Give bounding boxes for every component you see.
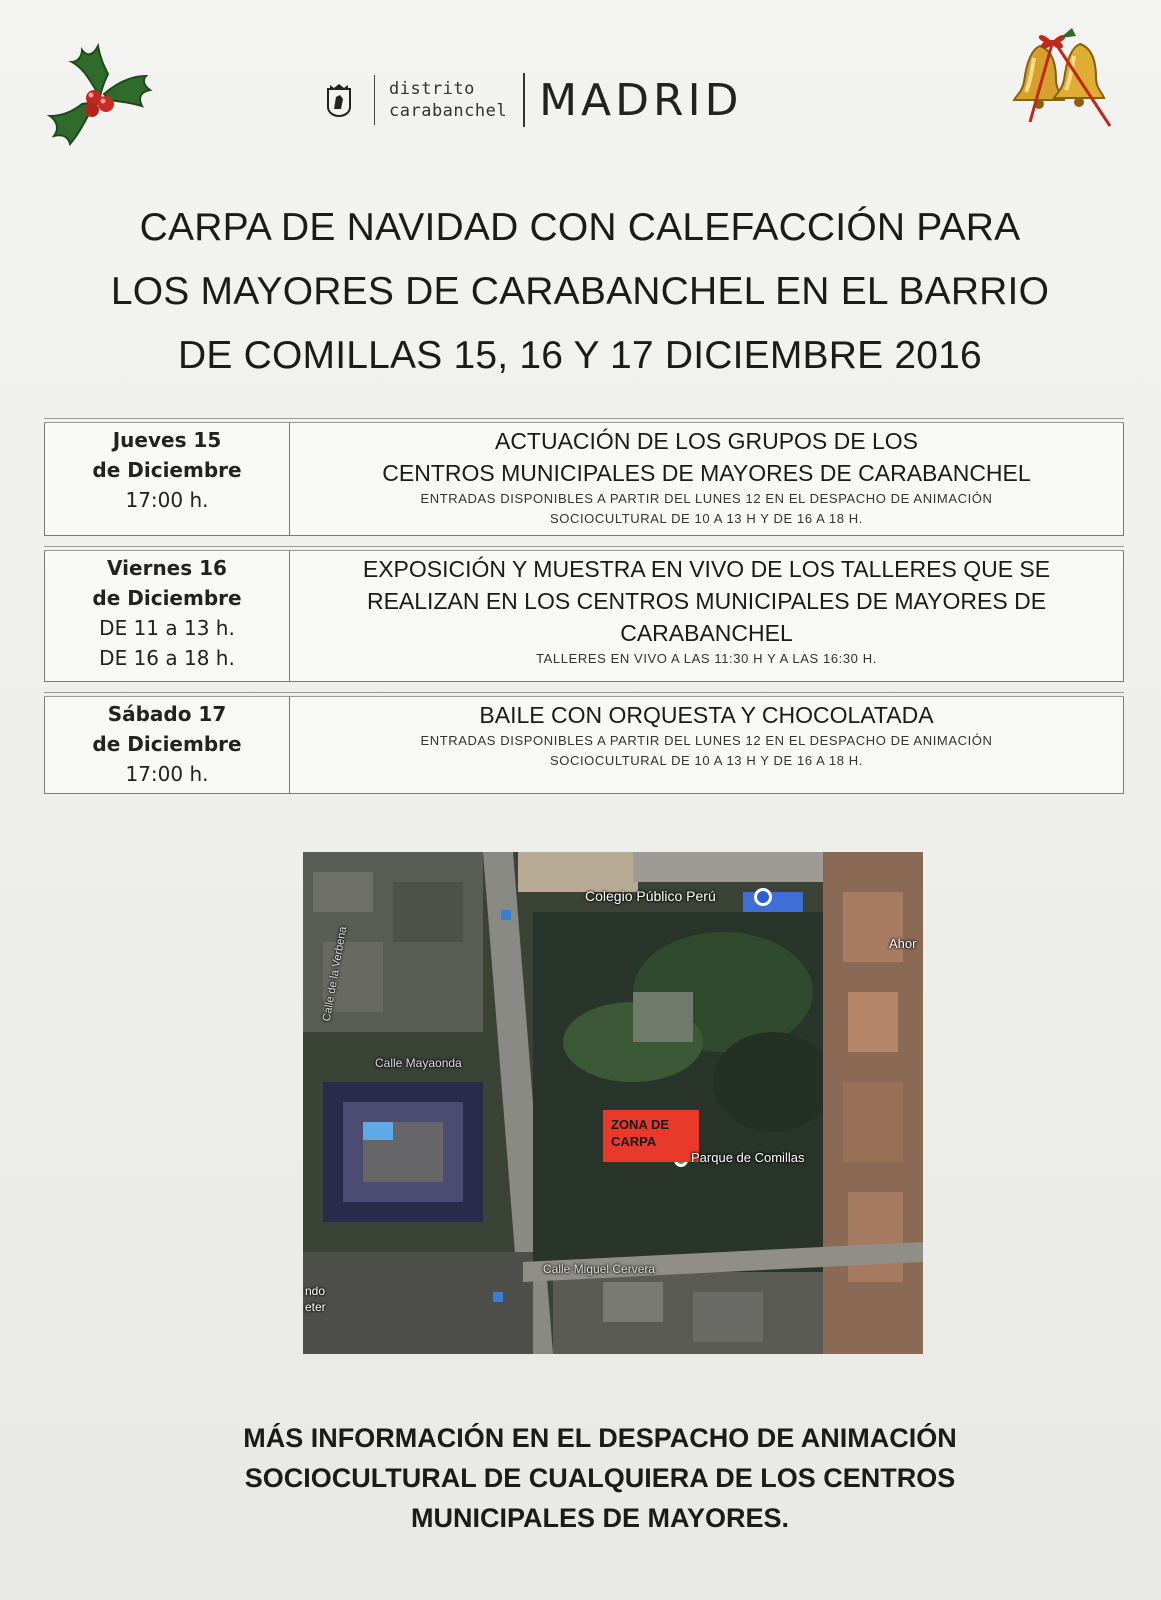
map-label-street-left: Calle Mayaonda — [375, 1056, 462, 1070]
title-line-1: CARPA DE NAVIDAD CON CALEFACCIÓN PARA — [139, 206, 1021, 249]
activity-note-1: ENTRADAS DISPONIBLES A PARTIR DEL LUNES 12 EN EL DESPACHO DE ANIMACIÓN — [420, 733, 993, 748]
zone-label-2: CARPA — [611, 1134, 657, 1149]
date-time: 17:00 h. — [125, 488, 209, 512]
date-cell — [45, 551, 290, 681]
footer-line-2: SOCIOCULTURAL DE CUALQUIERA DE LOS CENTROS — [244, 1463, 956, 1493]
schedule-row-saturday — [44, 696, 1124, 794]
date-month: de Diciembre — [92, 732, 242, 756]
date-cell — [45, 423, 290, 535]
activity-heading-3: CARABANCHEL — [620, 620, 793, 646]
district-name — [389, 78, 507, 122]
aerial-map — [303, 852, 923, 1354]
date-time-1: DE 11 a 13 h. — [99, 616, 235, 640]
activity-cell — [290, 551, 1123, 681]
activity-note-1: ENTRADAS DISPONIBLES A PARTIR DEL LUNES 12 EN EL DESPACHO DE ANIMACIÓN — [420, 491, 993, 506]
activity-cell — [290, 697, 1123, 793]
schedule-row-friday — [44, 550, 1124, 682]
activity-heading-1: BAILE CON ORQUESTA Y CHOCOLATADA — [479, 702, 934, 728]
map-label-street-vertical: Calle de la Verbena — [320, 925, 350, 1023]
date-month: de Diciembre — [92, 586, 242, 610]
madrid-district-logo — [326, 68, 742, 132]
event-title — [30, 196, 1130, 388]
date-day: Viernes 16 — [107, 556, 227, 580]
activity-heading-1: EXPOSICIÓN Y MUESTRA EN VIVO DE LOS TALLERES QUE SE — [362, 556, 1051, 582]
title-line-2: LOS MAYORES DE CARABANCHEL EN EL BARRIO — [110, 270, 1050, 313]
activity-heading-1: ACTUACIÓN DE LOS GRUPOS DE LOS — [494, 428, 919, 454]
more-info-footer — [150, 1418, 1050, 1538]
district-line-2: carabanchel — [389, 101, 508, 121]
holly-icon — [38, 32, 168, 162]
activity-heading-2: REALIZAN EN LOS CENTROS MUNICIPALES DE MAYORES DE — [366, 588, 1047, 614]
title-line-3: DE COMILLAS 15, 16 Y 17 DICIEMBRE 2016 — [178, 334, 982, 377]
map-label-park: Parque de Comillas — [691, 1150, 805, 1165]
zone-label-1: ZONA DE — [611, 1117, 670, 1132]
christmas-bells-icon — [1000, 26, 1128, 134]
map-label-partial-left-2: eter — [305, 1300, 326, 1314]
footer-line-1: MÁS INFORMACIÓN EN EL DESPACHO DE ANIMACIÓN — [243, 1423, 957, 1453]
map-imagery — [303, 852, 923, 1354]
activity-note-2: SOCIOCULTURAL DE 10 A 13 H Y DE 16 A 18 H. — [549, 511, 864, 526]
logo-divider-2 — [523, 73, 525, 127]
activity-heading-2: CENTROS MUNICIPALES DE MAYORES DE CARABANCHEL — [382, 460, 1031, 486]
date-day: Jueves 15 — [112, 428, 222, 452]
map-label-partial-left-1: ndo — [305, 1284, 326, 1298]
date-time-2: DE 16 a 18 h. — [99, 646, 235, 670]
district-line-1: distrito — [389, 79, 475, 99]
map-label-school: Colegio Público Perú — [585, 888, 716, 904]
madrid-crest-icon — [326, 83, 352, 117]
date-time: 17:00 h. — [125, 762, 209, 786]
tent-zone-marker — [603, 1110, 699, 1162]
activity-note-2: SOCIOCULTURAL DE 10 A 13 H Y DE 16 A 18 H. — [549, 753, 864, 768]
date-day: Sábado 17 — [107, 702, 227, 726]
footer-line-3: MUNICIPALES DE MAYORES. — [410, 1503, 790, 1533]
date-cell — [45, 697, 290, 793]
map-label-street-bottom: Calle Miguel Cervera — [543, 1262, 656, 1276]
activity-note-1: TALLERES EN VIVO A LAS 11:30 H Y A LAS 16:30 H. — [536, 651, 877, 666]
map-label-partial-right: Ahor — [889, 936, 917, 951]
city-name: MADRID — [539, 74, 743, 126]
schedule-table — [44, 422, 1124, 802]
activity-cell — [290, 423, 1123, 535]
schedule-row-thursday — [44, 422, 1124, 536]
logo-divider — [374, 75, 375, 125]
date-month: de Diciembre — [92, 458, 242, 482]
